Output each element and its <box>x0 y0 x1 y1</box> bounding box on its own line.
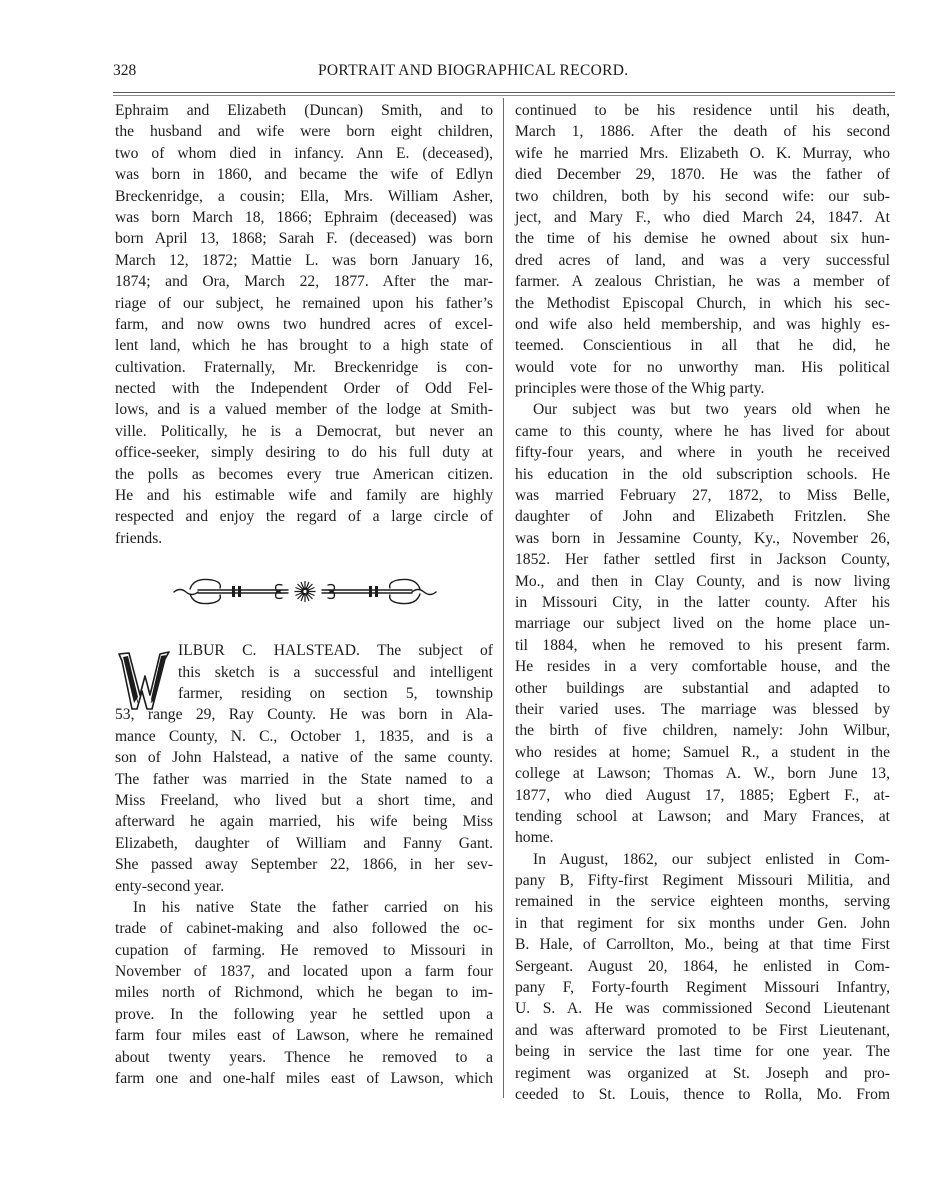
text-line: regiment was organized at St. Joseph and pro- <box>515 1064 890 1082</box>
text-line: principles were those of the Whig party. <box>515 380 765 398</box>
text-line: cupation of farming. He removed to Missouri in <box>115 941 493 959</box>
text-line: the Methodist Episcopal Church, in which his sec- <box>515 294 890 312</box>
text-line: trade of cabinet-making and also followed the oc- <box>115 920 493 938</box>
text-line: She passed away September 22, 1866, in her sev- <box>115 856 493 874</box>
text-line: Ephraim and Elizabeth (Duncan) Smith, and to <box>115 102 493 119</box>
text-line: respected and enjoy the regard of a large circle of <box>115 508 493 526</box>
text-line: prove. In the following year he settled upon a <box>115 1005 493 1023</box>
text-line: was born March 18, 1866; Ephraim (deceased) was <box>115 208 493 226</box>
text-line: born April 13, 1868; Sarah F. (deceased) was born <box>115 230 493 248</box>
text-line: til 1884, when he removed to his present farm. <box>515 636 890 654</box>
text-line: his education in the old subscription schools. He <box>515 465 890 483</box>
text-line: being in service the last time for one year. The <box>515 1043 890 1061</box>
text-line: the polls as becomes every true American citizen. <box>115 465 493 483</box>
text-line: Mo., and then in Clay County, and is now living <box>515 572 890 590</box>
drop-cap-w-icon <box>116 651 172 711</box>
text-line: teemed. Conscientious in all that he did, he <box>515 337 890 355</box>
text-line: marriage our subject lived on the home place un- <box>515 615 890 633</box>
text-line: farm, and now owns two hundred acres of excel- <box>115 315 493 333</box>
text-line: He and his estimable wife and family are highly <box>115 487 493 505</box>
text-line: college at Lawson; Thomas A. W., born June 13, <box>515 765 890 783</box>
text-line: enty-second year. <box>115 877 225 895</box>
text-line: the husband and wife were born eight children, <box>115 123 493 141</box>
text-line: afterward he again married, his wife being Miss <box>115 813 493 831</box>
text-line: two children, both by his second wife: our sub- <box>515 187 890 205</box>
text-line: in Missouri City, in the latter county. After his <box>515 593 890 611</box>
text-line: the birth of five children, namely: John Wilbur, <box>515 722 890 740</box>
text-line: wife he married Mrs. Elizabeth O. K. Murray, who <box>515 144 890 162</box>
text-line: continued to be his residence until his death, <box>515 102 890 119</box>
text-line: other buildings are substantial and adapted to <box>515 679 890 697</box>
text-line: 1874; and Ora, March 22, 1877. After the mar- <box>115 273 493 291</box>
text-line: March 1, 1886. After the death of his second <box>515 123 890 141</box>
text-line: miles north of Richmond, which he began to im- <box>115 984 493 1002</box>
text-line: cultivation. Fraternally, Mr. Breckenridge is con- <box>115 358 493 376</box>
text-line: The father was married in the State named to a <box>115 770 493 788</box>
column-divider <box>503 98 504 1098</box>
text-line: Sergeant. August 20, 1864, he enlisted in Com- <box>515 957 890 975</box>
decorative-scroll-divider-icon <box>170 573 440 609</box>
text-line: their varied uses. The marriage was blessed by <box>515 700 890 718</box>
text-line: lent land, which he has brought to a high state of <box>115 337 493 355</box>
text-line: this sketch is a successful and intelligent <box>178 663 493 681</box>
page-number: 328 <box>113 62 137 79</box>
text-line: office-seeker, simply desiring to do his full duty at <box>115 444 493 462</box>
text-line: Elizabeth, daughter of William and Fanny Gant. <box>115 834 493 852</box>
text-line: son of John Halstead, a native of the same county. <box>115 749 493 767</box>
text-line: 1877, who died August 17, 1885; Egbert F., at- <box>515 786 890 804</box>
text-line: dred acres of land, and was a very successful <box>515 251 890 269</box>
text-line: He resides in a very comfortable house, and the <box>515 658 890 676</box>
text-line: and was afterward promoted to be First Lieutenant, <box>515 1021 890 1039</box>
text-line: pany F, Forty-fourth Regiment Missouri Infantry, <box>515 979 890 997</box>
text-line: remained in the service eighteen months, serving <box>515 893 890 911</box>
text-line: U. S. A. He was commissioned Second Lieutenant <box>515 1000 890 1018</box>
text-line: died December 29, 1870. He was the father of <box>515 166 890 184</box>
text-line: in that regiment for six months under Gen. John <box>515 914 890 932</box>
text-line: November of 1837, and located upon a farm four <box>115 963 493 981</box>
text-line: home. <box>515 829 554 847</box>
text-line: nected with the Independent Order of Odd Fel- <box>115 380 493 398</box>
page-header <box>113 62 893 86</box>
text-line: ceeded to St. Louis, thence to Rolla, Mo. From <box>515 1085 890 1103</box>
text-line: riage of our subject, he remained upon his father’s <box>115 294 493 312</box>
text-line: who resides at home; Samuel R., a student in the <box>515 743 890 761</box>
right-column <box>515 100 890 1105</box>
text-line: March 12, 1872; Mattie L. was born January 16, <box>115 251 493 269</box>
text-line: tending school at Lawson; and Mary Frances, at <box>515 807 890 825</box>
text-line: friends. <box>115 529 163 547</box>
text-line: would vote for no unworthy man. His political <box>515 358 890 376</box>
text-line: Breckenridge, a cousin; Ella, Mrs. William Asher, <box>115 187 493 205</box>
text-line: was born in Jessamine County, Ky., November 26, <box>515 529 890 547</box>
text-line: farmer. A zealous Christian, he was a member of <box>515 273 890 291</box>
text-line: about twenty years. Thence he removed to a <box>115 1048 493 1066</box>
text-line: farm four miles east of Lawson, where he remained <box>115 1027 493 1045</box>
text-line: 1852. Her father settled first in Jackson County, <box>515 551 890 569</box>
text-line: farm one and one-half miles east of Lawson, which <box>115 1070 493 1088</box>
text-line: Miss Freeland, who lived but a short time, and <box>115 791 493 809</box>
running-title: PORTRAIT AND BIOGRAPHICAL RECORD. <box>318 62 629 79</box>
text-line: daughter of John and Elizabeth Fritzlen. She <box>515 508 890 526</box>
text-line: B. Hale, of Carrollton, Mo., being at that time First <box>515 936 890 954</box>
text-line: In August, 1862, our subject enlisted in Com- <box>533 850 890 868</box>
text-line: Our subject was but two years old when he <box>533 401 890 419</box>
text-line: farmer, residing on section 5, township <box>178 684 493 702</box>
header-rule-secondary <box>113 95 895 96</box>
text-line: was born in 1860, and became the wife of Edlyn <box>115 166 493 184</box>
biography-heading-line: ILBUR C. HALSTEAD. The subject of <box>178 642 493 660</box>
previous-biography-continuation <box>115 100 493 549</box>
text-line: ville. Politically, he is a Democrat, but never an <box>115 422 493 440</box>
text-line: lows, and is a valued member of the lodge at Smith- <box>115 401 493 419</box>
text-line: the time of his demise he owned about six hun- <box>515 230 890 248</box>
text-line: In his native State the father carried on his <box>133 898 493 916</box>
text-line: fifty-four years, and where in youth he received <box>515 444 890 462</box>
text-line: ject, and Mary F., who died March 24, 1847. At <box>515 208 890 226</box>
text-line: pany B, Fifty-first Regiment Missouri Militia, and <box>515 872 890 890</box>
text-line: was married February 27, 1872, to Miss Belle, <box>515 487 890 505</box>
text-line: 53, range 29, Ray County. He was born in Ala- <box>115 706 493 724</box>
text-line: mance County, N. C., October 1, 1835, and is a <box>115 727 493 745</box>
header-rule <box>113 92 895 93</box>
text-line: came to this county, where he has lived for about <box>515 422 890 440</box>
text-line: two of whom died in infancy. Ann E. (deceased), <box>115 144 493 162</box>
text-line: ond wife also held membership, and was highly es- <box>515 315 890 333</box>
